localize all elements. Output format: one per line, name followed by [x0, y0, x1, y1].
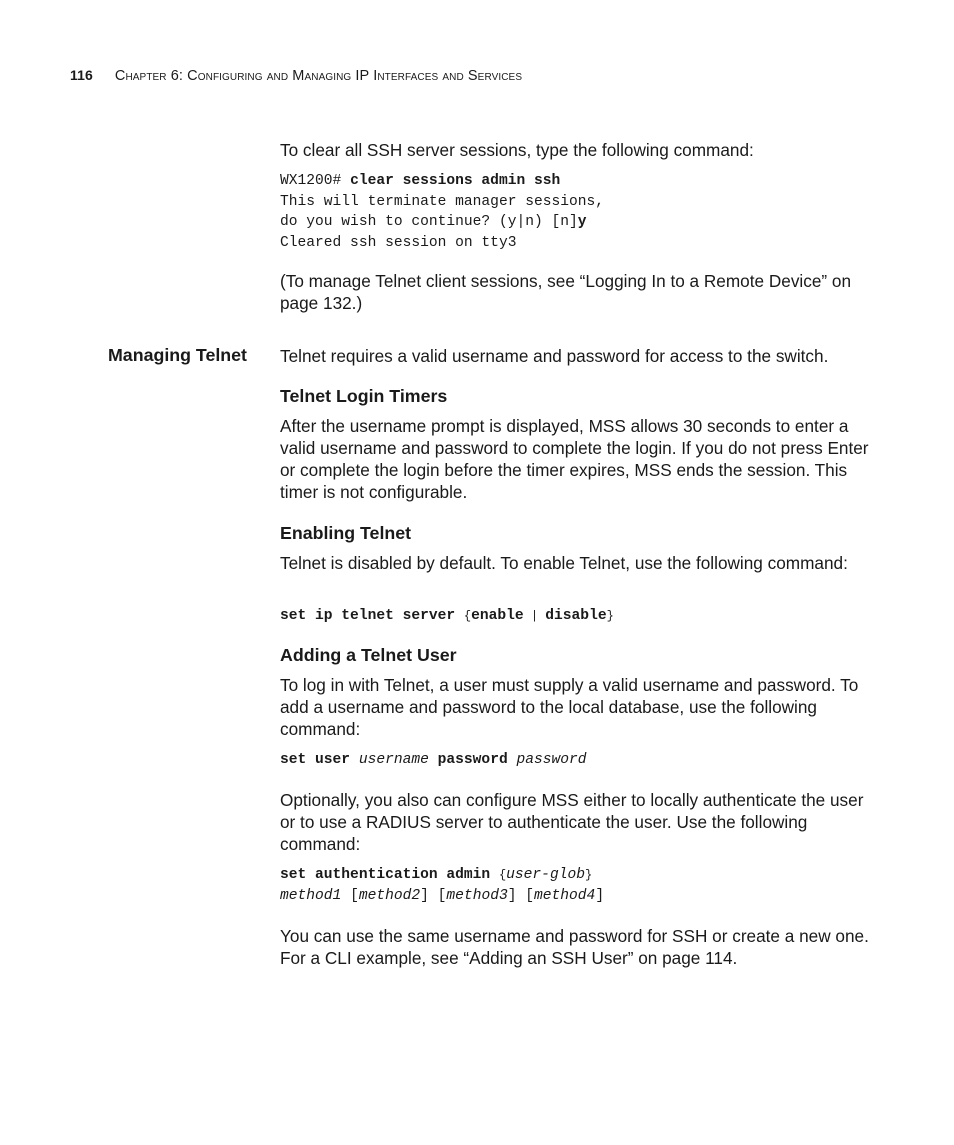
enable-telnet-command: set ip telnet server {enable | disable} — [280, 608, 614, 624]
cli-output-line: do you wish to continue? (y|n) [n] — [280, 214, 578, 230]
side-heading-managing-telnet: Managing Telnet — [108, 345, 247, 365]
clear-sessions-code-block — [280, 171, 604, 253]
authentication-paragraph: Optionally, you also can configure MSS either to locally authenticate the user or to use a RADIUS server to authenticate the user. Use the following command: — [280, 790, 864, 854]
cli-command: clear sessions admin ssh — [350, 173, 561, 189]
cli-user-input: y — [577, 214, 587, 230]
enabling-telnet-paragraph: Telnet is disabled by default. To enable Telnet, use the following command: — [280, 553, 848, 573]
set-user-command: set user username password password — [280, 752, 587, 768]
heading-adding-telnet-user: Adding a Telnet User — [280, 645, 457, 665]
login-timers-paragraph: After the username prompt is displayed, MSS allows 30 seconds to enter a valid username and password to complete the login. If you do not press Enter or complete the login before the timer expires, MSS ends the session. This timer is not configurable. — [280, 416, 869, 502]
cli-output-line: Cleared ssh session on tty3 — [280, 234, 517, 251]
managing-telnet-intro: Telnet requires a valid username and password for access to the switch. — [280, 346, 829, 366]
chapter-title: Chapter 6: Configuring and Managing IP Interfaces and Services — [114, 68, 523, 84]
heading-enabling-telnet: Enabling Telnet — [280, 523, 412, 543]
cli-prompt: WX1200# — [280, 173, 351, 189]
set-authentication-command: set authentication admin {user-glob} method1 [method2] [method3] [method4] — [280, 867, 605, 904]
adding-user-paragraph: To log in with Telnet, a user must supply a valid username and password. To add a username and password to the local database, use the following command: — [280, 675, 859, 739]
clear-sessions-paragraph: To clear all SSH server sessions, type the following command: — [280, 140, 754, 160]
page-number: 116 — [70, 67, 93, 83]
cli-output-line: This will terminate manager sessions, — [280, 193, 605, 210]
telnet-client-note: (To manage Telnet client sessions, see “Logging In to a Remote Device” on page 132.) — [280, 271, 852, 313]
heading-telnet-login-timers: Telnet Login Timers — [280, 386, 448, 406]
running-header — [70, 67, 522, 84]
closing-paragraph: You can use the same username and password for SSH or create a new one. For a CLI example, see “Adding an SSH User” on page 114. — [280, 926, 869, 968]
